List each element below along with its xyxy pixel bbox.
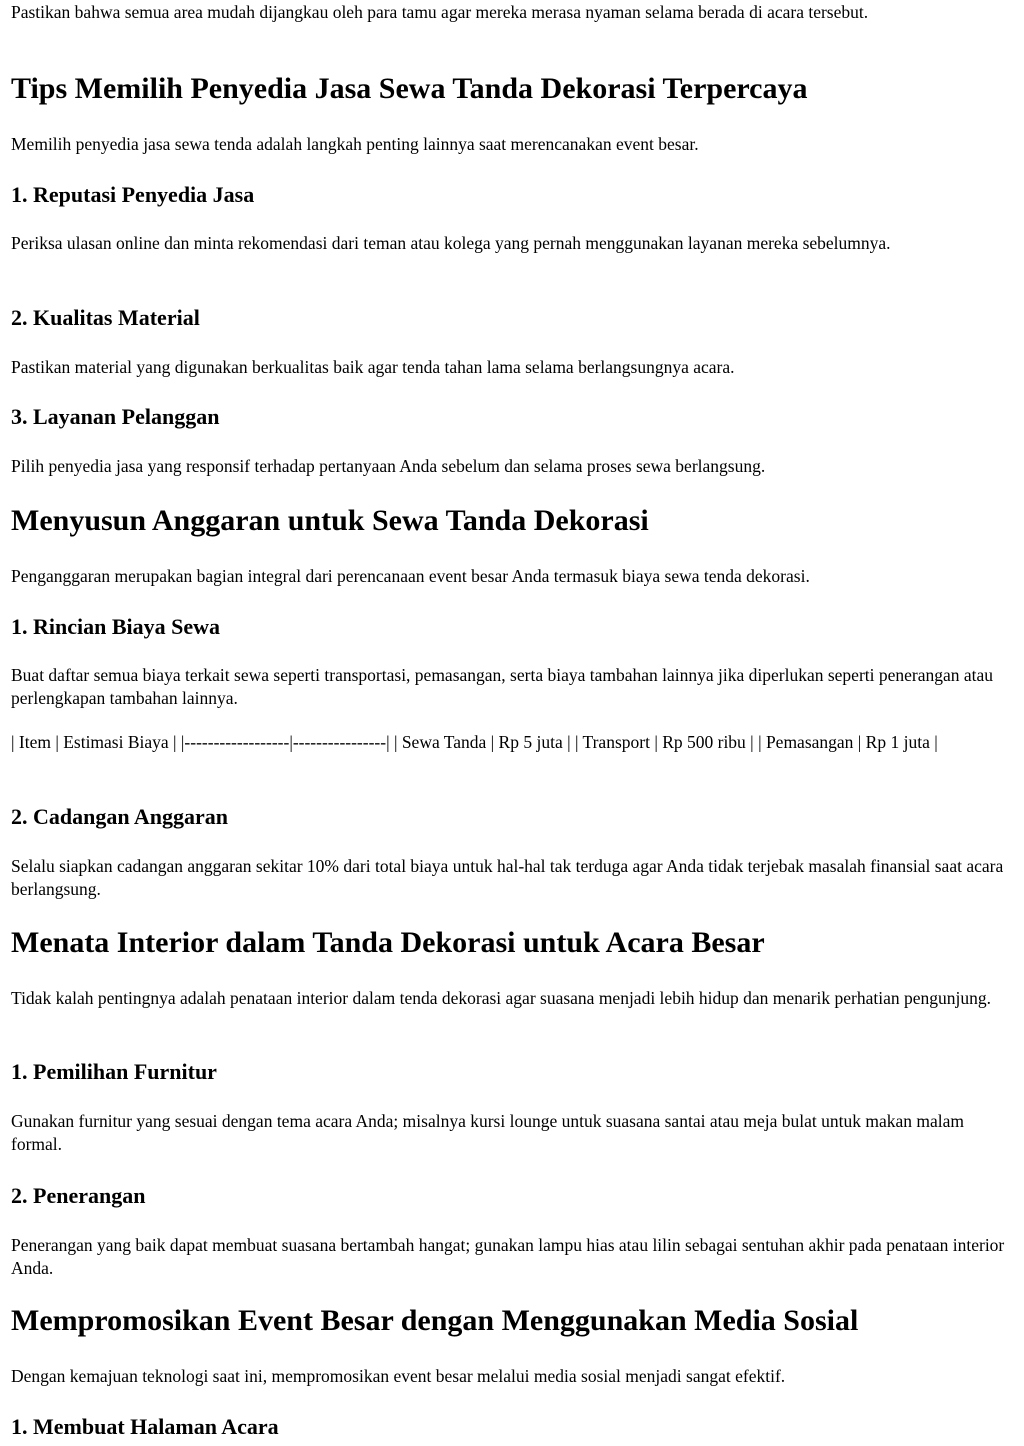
subheading-event-page: 1. Membuat Halaman Acara bbox=[11, 1414, 279, 1439]
paragraph-budget-reserve: Selalu siapkan cadangan anggaran sekitar 10% dari total biaya untuk hal-hal tak terduga agar Anda tidak terjebak masalah finansial saat acara berlangsung. bbox=[11, 856, 1004, 899]
paragraph-customer-service: Pilih penyedia jasa yang responsif terhadap pertanyaan Anda sebelum dan selama proses sewa berlangsung. bbox=[11, 456, 766, 476]
paragraph-reputation: Periksa ulasan online dan minta rekomendasi dari teman atau kolega yang pernah menggunakan layanan mereka sebelumnya. bbox=[11, 233, 891, 253]
subheading-customer-service: 3. Layanan Pelanggan bbox=[11, 404, 220, 429]
subheading-cost-details: 1. Rincian Biaya Sewa bbox=[11, 614, 221, 639]
paragraph-lighting: Penerangan yang baik dapat membuat suasana bertambah hangat; gunakan lampu hias atau lilin sebagai sentuhan akhir pada penataan interior Anda. bbox=[11, 1235, 1005, 1278]
subheading-lighting: 2. Penerangan bbox=[11, 1183, 146, 1208]
paragraph-furniture: Gunakan furnitur yang sesuai dengan tema acara Anda; misalnya kursi lounge untuk suasana santai atau meja bulat untuk makan malam formal. bbox=[11, 1111, 964, 1154]
heading-tips-provider: Tips Memilih Penyedia Jasa Sewa Tanda Dekorasi Terpercaya bbox=[11, 72, 808, 105]
paragraph-material-quality: Pastikan material yang digunakan berkualitas baik agar tenda tahan lama selama berlangsungnya acara. bbox=[11, 357, 735, 377]
heading-budget: Menyusun Anggaran untuk Sewa Tanda Dekorasi bbox=[11, 504, 649, 537]
paragraph-social-media-intro: Dengan kemajuan teknologi saat ini, mempromosikan event besar melalui media sosial menjadi sangat efektif. bbox=[11, 1366, 786, 1386]
heading-social-media: Mempromosikan Event Besar dengan Menggunakan Media Sosial bbox=[11, 1304, 859, 1337]
paragraph-budget-intro: Penganggaran merupakan bagian integral dari perencanaan event besar Anda termasuk biaya sewa tenda dekorasi. bbox=[11, 566, 810, 586]
paragraph-interior-intro: Tidak kalah pentingnya adalah penataan interior dalam tenda dekorasi agar suasana menjadi lebih hidup dan menarik perhatian pengunjung. bbox=[11, 988, 991, 1008]
paragraph-cost-details: Buat daftar semua biaya terkait sewa seperti transportasi, pemasangan, serta biaya tambahan lainnya jika diperlukan seperti penerangan atau perlengkapan tambahan lainnya. bbox=[11, 665, 994, 708]
paragraph-cost-table-text: | Item | Estimasi Biaya | |------------------|----------------| | Sewa Tanda | Rp 5 juta | | Transport | Rp 500 ribu | | Pemasangan | Rp 1 juta | bbox=[11, 732, 938, 752]
subheading-furniture: 1. Pemilihan Furnitur bbox=[11, 1059, 217, 1084]
subheading-reputation: 1. Reputasi Penyedia Jasa bbox=[11, 182, 255, 207]
paragraph-tips-intro: Memilih penyedia jasa sewa tenda adalah langkah penting lainnya saat merencanakan event besar. bbox=[11, 134, 699, 154]
heading-interior: Menata Interior dalam Tanda Dekorasi untuk Acara Besar bbox=[11, 926, 765, 959]
paragraph-accessibility: Pastikan bahwa semua area mudah dijangkau oleh para tamu agar mereka merasa nyaman selama berada di acara tersebut. bbox=[11, 2, 869, 22]
subheading-material-quality: 2. Kualitas Material bbox=[11, 305, 200, 330]
subheading-budget-reserve: 2. Cadangan Anggaran bbox=[11, 804, 229, 829]
